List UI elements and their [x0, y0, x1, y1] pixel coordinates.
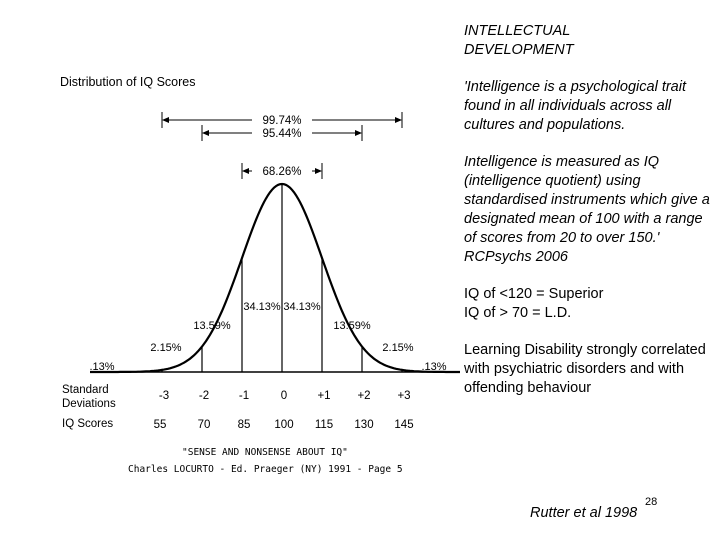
sd-tick-label: -3 — [158, 390, 170, 402]
slide-title-line1: INTELLECTUAL — [464, 23, 571, 39]
slide-title — [464, 22, 714, 60]
measurement-text: Intelligence is measured as IQ (intelligence quotient) using standardised instruments which give a designated mean of 100 with a range of scores from 20 to over 150.' — [464, 154, 710, 246]
iq-tick-label: 130 — [354, 419, 374, 431]
range-arrowhead — [315, 168, 322, 174]
range-label: 95.44% — [262, 128, 302, 140]
range-arrowhead — [242, 168, 249, 174]
sd-tick-label: +1 — [317, 390, 331, 402]
iq-tick-label: 55 — [153, 419, 167, 431]
sd-tick-label: -1 — [238, 390, 250, 402]
range-arrowhead — [355, 130, 362, 136]
citation: Rutter et al 1998 — [530, 505, 638, 521]
definition-paragraph: 'Intelligence is a psychological trait found in all individuals across all cultures and populations. — [464, 79, 686, 133]
iq-tick-label: 70 — [197, 419, 211, 431]
sd-row-label: Deviations — [62, 398, 116, 410]
sd-row-label: Standard — [62, 384, 109, 396]
range-arrowhead — [395, 117, 402, 123]
measurement-source: RCPsychs 2006 — [464, 249, 568, 265]
range-arrowhead — [162, 117, 169, 123]
source-line: "SENSE AND NONSENSE ABOUT IQ" — [182, 447, 348, 458]
iq-superior-line: IQ of <120 = Superior — [464, 286, 604, 302]
sd-tick-label: +3 — [397, 390, 411, 402]
band-label: 34.13% — [243, 301, 281, 313]
slide-title-line2: DEVELOPMENT — [464, 42, 574, 58]
iq-tick-label: 100 — [274, 419, 294, 431]
iq-tick-label: 145 — [394, 419, 414, 431]
band-label: 34.13% — [283, 301, 321, 313]
band-label: 13.59% — [193, 320, 231, 332]
band-label: .13% — [89, 361, 115, 373]
iq-tick-label: 115 — [314, 419, 334, 431]
sd-tick-label: -2 — [198, 390, 210, 402]
band-label: 2.15% — [382, 342, 414, 354]
chart-title: Distribution of IQ Scores — [60, 75, 196, 89]
band-label: .13% — [421, 361, 447, 373]
page-number: 28 — [645, 496, 658, 508]
source-line: Charles LOCURTO - Ed. Praeger (NY) 1991 - Page 5 — [128, 464, 403, 475]
band-label: 2.15% — [150, 342, 182, 354]
band-label: 13.59% — [333, 320, 371, 332]
iq-row-label: IQ Scores — [62, 418, 114, 430]
text-panel — [464, 22, 714, 416]
sd-tick-label: 0 — [280, 390, 288, 402]
range-label: 99.74% — [262, 115, 302, 127]
iq-tick-label: 85 — [237, 419, 251, 431]
iq-thresholds — [464, 285, 714, 323]
range-arrowhead — [202, 130, 209, 136]
measurement-paragraph — [464, 153, 714, 267]
range-label: 68.26% — [262, 166, 302, 178]
iq-ld-line: IQ of > 70 = L.D. — [464, 305, 572, 321]
disability-paragraph: Learning Disability strongly correlated with psychiatric disorders and with offending behaviour — [464, 342, 706, 396]
sd-tick-label: +2 — [357, 390, 371, 402]
